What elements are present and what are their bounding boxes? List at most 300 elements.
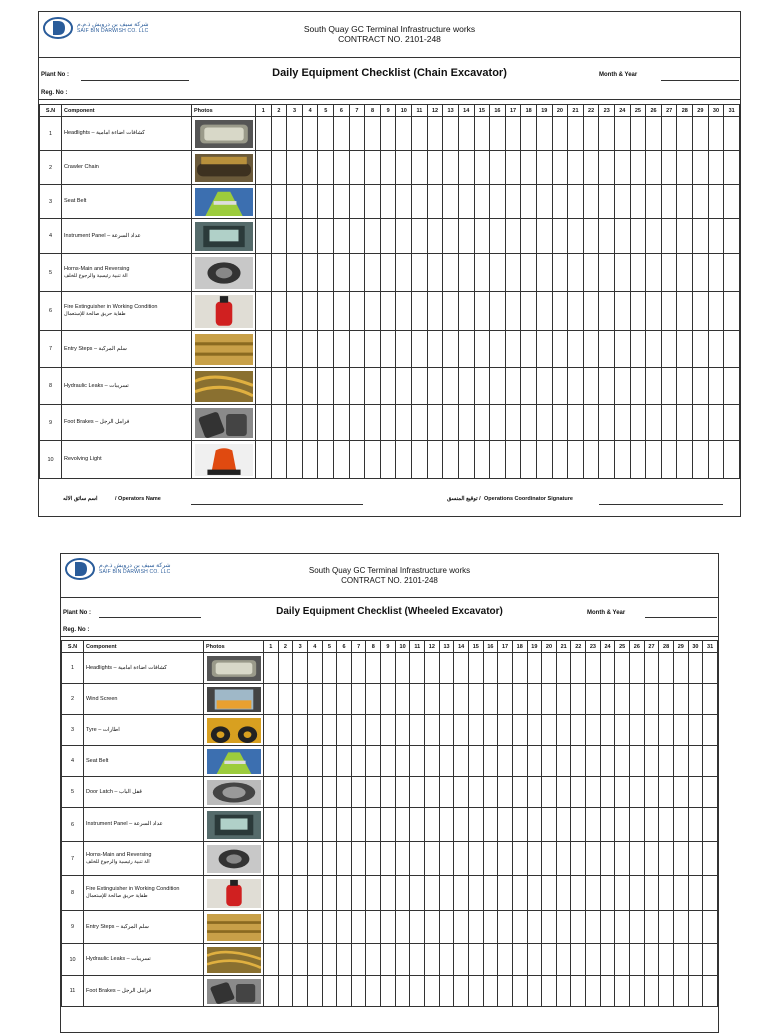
- check-cell-day-16[interactable]: [490, 219, 506, 254]
- check-cell-day-25[interactable]: [630, 292, 646, 331]
- check-cell-day-29[interactable]: [673, 976, 688, 1007]
- check-cell-day-5[interactable]: [322, 715, 337, 746]
- check-cell-day-10[interactable]: [395, 653, 410, 684]
- check-cell-day-13[interactable]: [439, 876, 454, 911]
- check-cell-day-15[interactable]: [468, 777, 483, 808]
- check-cell-day-24[interactable]: [615, 405, 631, 441]
- check-cell-day-7[interactable]: [349, 117, 365, 151]
- check-cell-day-1[interactable]: [264, 715, 279, 746]
- check-cell-day-29[interactable]: [693, 151, 709, 185]
- check-cell-day-11[interactable]: [410, 653, 425, 684]
- check-cell-day-29[interactable]: [693, 405, 709, 441]
- check-cell-day-27[interactable]: [644, 842, 659, 876]
- check-cell-day-31[interactable]: [703, 944, 718, 976]
- check-cell-day-15[interactable]: [468, 808, 483, 842]
- check-cell-day-25[interactable]: [615, 944, 630, 976]
- check-cell-day-4[interactable]: [307, 944, 322, 976]
- check-cell-day-25[interactable]: [630, 185, 646, 219]
- check-cell-day-11[interactable]: [410, 976, 425, 1007]
- check-cell-day-26[interactable]: [646, 441, 662, 479]
- check-cell-day-31[interactable]: [703, 746, 718, 777]
- check-cell-day-1[interactable]: [264, 777, 279, 808]
- check-cell-day-18[interactable]: [521, 292, 537, 331]
- check-cell-day-23[interactable]: [599, 331, 615, 368]
- check-cell-day-8[interactable]: [365, 185, 381, 219]
- check-cell-day-4[interactable]: [302, 405, 318, 441]
- check-cell-day-1[interactable]: [256, 292, 272, 331]
- check-cell-day-31[interactable]: [703, 842, 718, 876]
- check-cell-day-24[interactable]: [615, 219, 631, 254]
- check-cell-day-9[interactable]: [380, 185, 396, 219]
- check-cell-day-9[interactable]: [380, 292, 396, 331]
- check-cell-day-30[interactable]: [708, 151, 724, 185]
- check-cell-day-4[interactable]: [302, 368, 318, 405]
- check-cell-day-18[interactable]: [512, 684, 527, 715]
- check-cell-day-22[interactable]: [571, 715, 586, 746]
- check-cell-day-24[interactable]: [600, 715, 615, 746]
- check-cell-day-5[interactable]: [318, 254, 334, 292]
- check-cell-day-2[interactable]: [278, 746, 293, 777]
- check-cell-day-15[interactable]: [474, 219, 490, 254]
- check-cell-day-13[interactable]: [443, 117, 459, 151]
- check-cell-day-4[interactable]: [302, 185, 318, 219]
- check-cell-day-7[interactable]: [351, 808, 366, 842]
- check-cell-day-12[interactable]: [425, 808, 440, 842]
- check-cell-day-24[interactable]: [615, 254, 631, 292]
- check-cell-day-14[interactable]: [454, 777, 469, 808]
- check-cell-day-11[interactable]: [410, 746, 425, 777]
- check-cell-day-30[interactable]: [708, 292, 724, 331]
- check-cell-day-27[interactable]: [661, 117, 677, 151]
- check-cell-day-29[interactable]: [673, 876, 688, 911]
- check-cell-day-11[interactable]: [410, 777, 425, 808]
- check-cell-day-14[interactable]: [454, 653, 469, 684]
- check-cell-day-12[interactable]: [427, 219, 443, 254]
- check-cell-day-6[interactable]: [334, 151, 350, 185]
- check-cell-day-9[interactable]: [381, 715, 396, 746]
- check-cell-day-24[interactable]: [600, 976, 615, 1007]
- check-cell-day-8[interactable]: [365, 368, 381, 405]
- check-cell-day-15[interactable]: [468, 944, 483, 976]
- check-cell-day-27[interactable]: [644, 976, 659, 1007]
- check-cell-day-9[interactable]: [380, 117, 396, 151]
- check-cell-day-16[interactable]: [483, 976, 498, 1007]
- check-cell-day-20[interactable]: [552, 331, 568, 368]
- check-cell-day-15[interactable]: [468, 842, 483, 876]
- check-cell-day-30[interactable]: [708, 368, 724, 405]
- check-cell-day-28[interactable]: [659, 653, 674, 684]
- check-cell-day-7[interactable]: [351, 653, 366, 684]
- check-cell-day-27[interactable]: [644, 808, 659, 842]
- check-cell-day-19[interactable]: [536, 254, 552, 292]
- check-cell-day-3[interactable]: [287, 368, 303, 405]
- check-cell-day-23[interactable]: [599, 368, 615, 405]
- check-cell-day-13[interactable]: [443, 441, 459, 479]
- check-cell-day-12[interactable]: [427, 254, 443, 292]
- check-cell-day-10[interactable]: [396, 219, 412, 254]
- check-cell-day-11[interactable]: [412, 219, 428, 254]
- check-cell-day-15[interactable]: [468, 653, 483, 684]
- check-cell-day-14[interactable]: [458, 254, 474, 292]
- check-cell-day-31[interactable]: [724, 331, 740, 368]
- check-cell-day-4[interactable]: [307, 911, 322, 944]
- check-cell-day-5[interactable]: [318, 441, 334, 479]
- check-cell-day-16[interactable]: [483, 842, 498, 876]
- check-cell-day-5[interactable]: [322, 808, 337, 842]
- check-cell-day-18[interactable]: [521, 151, 537, 185]
- check-cell-day-2[interactable]: [278, 911, 293, 944]
- check-cell-day-27[interactable]: [644, 684, 659, 715]
- check-cell-day-20[interactable]: [542, 715, 557, 746]
- check-cell-day-29[interactable]: [673, 777, 688, 808]
- check-cell-day-3[interactable]: [287, 441, 303, 479]
- check-cell-day-23[interactable]: [586, 746, 601, 777]
- check-cell-day-12[interactable]: [427, 151, 443, 185]
- check-cell-day-7[interactable]: [349, 254, 365, 292]
- check-cell-day-22[interactable]: [571, 653, 586, 684]
- check-cell-day-14[interactable]: [454, 684, 469, 715]
- check-cell-day-8[interactable]: [365, 441, 381, 479]
- check-cell-day-17[interactable]: [498, 808, 513, 842]
- check-cell-day-20[interactable]: [542, 653, 557, 684]
- check-cell-day-12[interactable]: [425, 653, 440, 684]
- check-cell-day-28[interactable]: [677, 254, 693, 292]
- check-cell-day-30[interactable]: [688, 911, 703, 944]
- check-cell-day-14[interactable]: [458, 441, 474, 479]
- check-cell-day-2[interactable]: [278, 944, 293, 976]
- check-cell-day-16[interactable]: [490, 185, 506, 219]
- check-cell-day-31[interactable]: [703, 777, 718, 808]
- check-cell-day-17[interactable]: [505, 368, 521, 405]
- check-cell-day-18[interactable]: [521, 368, 537, 405]
- check-cell-day-6[interactable]: [337, 808, 352, 842]
- check-cell-day-25[interactable]: [630, 117, 646, 151]
- check-cell-day-15[interactable]: [468, 876, 483, 911]
- check-cell-day-8[interactable]: [366, 746, 381, 777]
- check-cell-day-16[interactable]: [483, 876, 498, 911]
- check-cell-day-8[interactable]: [366, 684, 381, 715]
- check-cell-day-9[interactable]: [380, 219, 396, 254]
- check-cell-day-3[interactable]: [287, 185, 303, 219]
- check-cell-day-8[interactable]: [366, 777, 381, 808]
- check-cell-day-21[interactable]: [568, 441, 584, 479]
- check-cell-day-6[interactable]: [337, 944, 352, 976]
- check-cell-day-30[interactable]: [688, 684, 703, 715]
- check-cell-day-21[interactable]: [568, 331, 584, 368]
- check-cell-day-2[interactable]: [271, 219, 287, 254]
- check-cell-day-10[interactable]: [396, 185, 412, 219]
- check-cell-day-25[interactable]: [630, 219, 646, 254]
- check-cell-day-19[interactable]: [527, 976, 542, 1007]
- check-cell-day-3[interactable]: [293, 944, 308, 976]
- check-cell-day-28[interactable]: [659, 746, 674, 777]
- check-cell-day-5[interactable]: [322, 746, 337, 777]
- check-cell-day-22[interactable]: [583, 117, 599, 151]
- check-cell-day-14[interactable]: [454, 976, 469, 1007]
- check-cell-day-2[interactable]: [278, 976, 293, 1007]
- check-cell-day-7[interactable]: [351, 715, 366, 746]
- check-cell-day-21[interactable]: [568, 219, 584, 254]
- plant-no-field[interactable]: [81, 80, 189, 81]
- check-cell-day-4[interactable]: [307, 684, 322, 715]
- check-cell-day-24[interactable]: [600, 653, 615, 684]
- check-cell-day-23[interactable]: [599, 185, 615, 219]
- check-cell-day-18[interactable]: [521, 219, 537, 254]
- check-cell-day-4[interactable]: [302, 292, 318, 331]
- check-cell-day-21[interactable]: [556, 746, 571, 777]
- check-cell-day-29[interactable]: [673, 944, 688, 976]
- check-cell-day-10[interactable]: [396, 254, 412, 292]
- check-cell-day-27[interactable]: [644, 746, 659, 777]
- check-cell-day-4[interactable]: [307, 715, 322, 746]
- check-cell-day-3[interactable]: [287, 331, 303, 368]
- check-cell-day-19[interactable]: [536, 151, 552, 185]
- check-cell-day-7[interactable]: [351, 746, 366, 777]
- check-cell-day-17[interactable]: [498, 746, 513, 777]
- check-cell-day-6[interactable]: [334, 254, 350, 292]
- check-cell-day-8[interactable]: [365, 219, 381, 254]
- check-cell-day-28[interactable]: [659, 808, 674, 842]
- check-cell-day-21[interactable]: [568, 151, 584, 185]
- check-cell-day-5[interactable]: [318, 185, 334, 219]
- check-cell-day-21[interactable]: [568, 368, 584, 405]
- check-cell-day-9[interactable]: [380, 368, 396, 405]
- check-cell-day-7[interactable]: [351, 842, 366, 876]
- check-cell-day-11[interactable]: [412, 331, 428, 368]
- check-cell-day-26[interactable]: [630, 944, 645, 976]
- check-cell-day-9[interactable]: [381, 876, 396, 911]
- check-cell-day-6[interactable]: [337, 653, 352, 684]
- check-cell-day-21[interactable]: [556, 944, 571, 976]
- plant-no-field[interactable]: [99, 617, 201, 618]
- check-cell-day-28[interactable]: [677, 405, 693, 441]
- check-cell-day-18[interactable]: [512, 808, 527, 842]
- check-cell-day-22[interactable]: [571, 777, 586, 808]
- check-cell-day-23[interactable]: [599, 441, 615, 479]
- check-cell-day-11[interactable]: [412, 441, 428, 479]
- check-cell-day-15[interactable]: [474, 405, 490, 441]
- check-cell-day-21[interactable]: [556, 653, 571, 684]
- check-cell-day-6[interactable]: [334, 441, 350, 479]
- check-cell-day-25[interactable]: [615, 842, 630, 876]
- check-cell-day-27[interactable]: [644, 944, 659, 976]
- check-cell-day-6[interactable]: [337, 911, 352, 944]
- check-cell-day-19[interactable]: [527, 653, 542, 684]
- check-cell-day-28[interactable]: [659, 911, 674, 944]
- check-cell-day-10[interactable]: [395, 876, 410, 911]
- check-cell-day-26[interactable]: [646, 219, 662, 254]
- check-cell-day-26[interactable]: [630, 808, 645, 842]
- check-cell-day-25[interactable]: [615, 653, 630, 684]
- check-cell-day-5[interactable]: [318, 117, 334, 151]
- check-cell-day-3[interactable]: [293, 653, 308, 684]
- check-cell-day-14[interactable]: [458, 368, 474, 405]
- check-cell-day-7[interactable]: [349, 405, 365, 441]
- check-cell-day-19[interactable]: [527, 808, 542, 842]
- check-cell-day-9[interactable]: [381, 911, 396, 944]
- check-cell-day-12[interactable]: [427, 292, 443, 331]
- check-cell-day-13[interactable]: [439, 715, 454, 746]
- check-cell-day-8[interactable]: [366, 876, 381, 911]
- check-cell-day-10[interactable]: [395, 911, 410, 944]
- check-cell-day-29[interactable]: [693, 368, 709, 405]
- check-cell-day-29[interactable]: [693, 117, 709, 151]
- check-cell-day-18[interactable]: [521, 331, 537, 368]
- check-cell-day-31[interactable]: [724, 151, 740, 185]
- check-cell-day-5[interactable]: [322, 976, 337, 1007]
- check-cell-day-25[interactable]: [630, 254, 646, 292]
- check-cell-day-1[interactable]: [264, 842, 279, 876]
- check-cell-day-28[interactable]: [677, 441, 693, 479]
- check-cell-day-1[interactable]: [256, 219, 272, 254]
- check-cell-day-14[interactable]: [454, 876, 469, 911]
- check-cell-day-17[interactable]: [498, 876, 513, 911]
- month-year-field[interactable]: [645, 617, 717, 618]
- check-cell-day-17[interactable]: [498, 911, 513, 944]
- check-cell-day-31[interactable]: [724, 117, 740, 151]
- check-cell-day-19[interactable]: [527, 842, 542, 876]
- check-cell-day-8[interactable]: [366, 944, 381, 976]
- check-cell-day-7[interactable]: [351, 777, 366, 808]
- check-cell-day-31[interactable]: [724, 405, 740, 441]
- check-cell-day-10[interactable]: [395, 684, 410, 715]
- check-cell-day-19[interactable]: [536, 292, 552, 331]
- check-cell-day-20[interactable]: [552, 117, 568, 151]
- check-cell-day-2[interactable]: [271, 441, 287, 479]
- check-cell-day-9[interactable]: [380, 151, 396, 185]
- check-cell-day-22[interactable]: [571, 808, 586, 842]
- check-cell-day-28[interactable]: [659, 777, 674, 808]
- check-cell-day-13[interactable]: [443, 292, 459, 331]
- check-cell-day-12[interactable]: [425, 842, 440, 876]
- check-cell-day-28[interactable]: [677, 219, 693, 254]
- check-cell-day-23[interactable]: [586, 684, 601, 715]
- check-cell-day-5[interactable]: [322, 777, 337, 808]
- check-cell-day-12[interactable]: [425, 746, 440, 777]
- check-cell-day-12[interactable]: [425, 944, 440, 976]
- check-cell-day-25[interactable]: [615, 684, 630, 715]
- check-cell-day-13[interactable]: [443, 219, 459, 254]
- check-cell-day-26[interactable]: [630, 653, 645, 684]
- check-cell-day-10[interactable]: [396, 151, 412, 185]
- check-cell-day-27[interactable]: [644, 715, 659, 746]
- check-cell-day-29[interactable]: [673, 808, 688, 842]
- check-cell-day-28[interactable]: [659, 684, 674, 715]
- check-cell-day-27[interactable]: [661, 185, 677, 219]
- check-cell-day-25[interactable]: [630, 368, 646, 405]
- check-cell-day-2[interactable]: [278, 842, 293, 876]
- check-cell-day-6[interactable]: [334, 185, 350, 219]
- check-cell-day-18[interactable]: [512, 911, 527, 944]
- check-cell-day-28[interactable]: [659, 876, 674, 911]
- check-cell-day-25[interactable]: [615, 777, 630, 808]
- check-cell-day-26[interactable]: [630, 976, 645, 1007]
- check-cell-day-27[interactable]: [661, 441, 677, 479]
- check-cell-day-15[interactable]: [468, 746, 483, 777]
- check-cell-day-13[interactable]: [443, 405, 459, 441]
- check-cell-day-12[interactable]: [427, 117, 443, 151]
- check-cell-day-18[interactable]: [512, 944, 527, 976]
- check-cell-day-3[interactable]: [293, 911, 308, 944]
- check-cell-day-4[interactable]: [302, 151, 318, 185]
- check-cell-day-20[interactable]: [552, 219, 568, 254]
- check-cell-day-12[interactable]: [425, 911, 440, 944]
- check-cell-day-3[interactable]: [287, 292, 303, 331]
- check-cell-day-25[interactable]: [630, 405, 646, 441]
- check-cell-day-19[interactable]: [527, 944, 542, 976]
- check-cell-day-16[interactable]: [483, 911, 498, 944]
- check-cell-day-31[interactable]: [724, 292, 740, 331]
- check-cell-day-30[interactable]: [708, 441, 724, 479]
- check-cell-day-24[interactable]: [615, 151, 631, 185]
- check-cell-day-28[interactable]: [659, 976, 674, 1007]
- check-cell-day-9[interactable]: [381, 808, 396, 842]
- check-cell-day-26[interactable]: [630, 684, 645, 715]
- check-cell-day-20[interactable]: [542, 777, 557, 808]
- check-cell-day-6[interactable]: [337, 684, 352, 715]
- check-cell-day-6[interactable]: [337, 715, 352, 746]
- check-cell-day-30[interactable]: [708, 331, 724, 368]
- check-cell-day-3[interactable]: [293, 684, 308, 715]
- check-cell-day-29[interactable]: [693, 219, 709, 254]
- check-cell-day-22[interactable]: [571, 746, 586, 777]
- check-cell-day-25[interactable]: [615, 808, 630, 842]
- check-cell-day-23[interactable]: [599, 151, 615, 185]
- check-cell-day-23[interactable]: [586, 911, 601, 944]
- check-cell-day-2[interactable]: [271, 185, 287, 219]
- check-cell-day-22[interactable]: [571, 944, 586, 976]
- check-cell-day-10[interactable]: [395, 944, 410, 976]
- check-cell-day-9[interactable]: [380, 331, 396, 368]
- check-cell-day-28[interactable]: [659, 944, 674, 976]
- check-cell-day-24[interactable]: [615, 117, 631, 151]
- check-cell-day-3[interactable]: [287, 405, 303, 441]
- check-cell-day-28[interactable]: [677, 185, 693, 219]
- check-cell-day-19[interactable]: [527, 715, 542, 746]
- check-cell-day-31[interactable]: [703, 684, 718, 715]
- check-cell-day-29[interactable]: [693, 292, 709, 331]
- check-cell-day-27[interactable]: [661, 368, 677, 405]
- check-cell-day-9[interactable]: [380, 254, 396, 292]
- check-cell-day-2[interactable]: [271, 292, 287, 331]
- check-cell-day-8[interactable]: [366, 842, 381, 876]
- check-cell-day-24[interactable]: [600, 746, 615, 777]
- check-cell-day-14[interactable]: [454, 746, 469, 777]
- check-cell-day-20[interactable]: [552, 185, 568, 219]
- check-cell-day-26[interactable]: [646, 117, 662, 151]
- check-cell-day-7[interactable]: [351, 876, 366, 911]
- check-cell-day-9[interactable]: [380, 405, 396, 441]
- check-cell-day-2[interactable]: [278, 653, 293, 684]
- check-cell-day-3[interactable]: [287, 117, 303, 151]
- check-cell-day-6[interactable]: [337, 876, 352, 911]
- check-cell-day-10[interactable]: [396, 331, 412, 368]
- check-cell-day-18[interactable]: [512, 653, 527, 684]
- check-cell-day-16[interactable]: [490, 254, 506, 292]
- check-cell-day-22[interactable]: [583, 151, 599, 185]
- check-cell-day-1[interactable]: [264, 653, 279, 684]
- check-cell-day-1[interactable]: [256, 185, 272, 219]
- check-cell-day-27[interactable]: [644, 876, 659, 911]
- check-cell-day-2[interactable]: [271, 254, 287, 292]
- check-cell-day-3[interactable]: [287, 151, 303, 185]
- check-cell-day-13[interactable]: [439, 911, 454, 944]
- check-cell-day-23[interactable]: [586, 653, 601, 684]
- check-cell-day-24[interactable]: [615, 368, 631, 405]
- check-cell-day-6[interactable]: [334, 219, 350, 254]
- check-cell-day-25[interactable]: [615, 911, 630, 944]
- check-cell-day-20[interactable]: [542, 842, 557, 876]
